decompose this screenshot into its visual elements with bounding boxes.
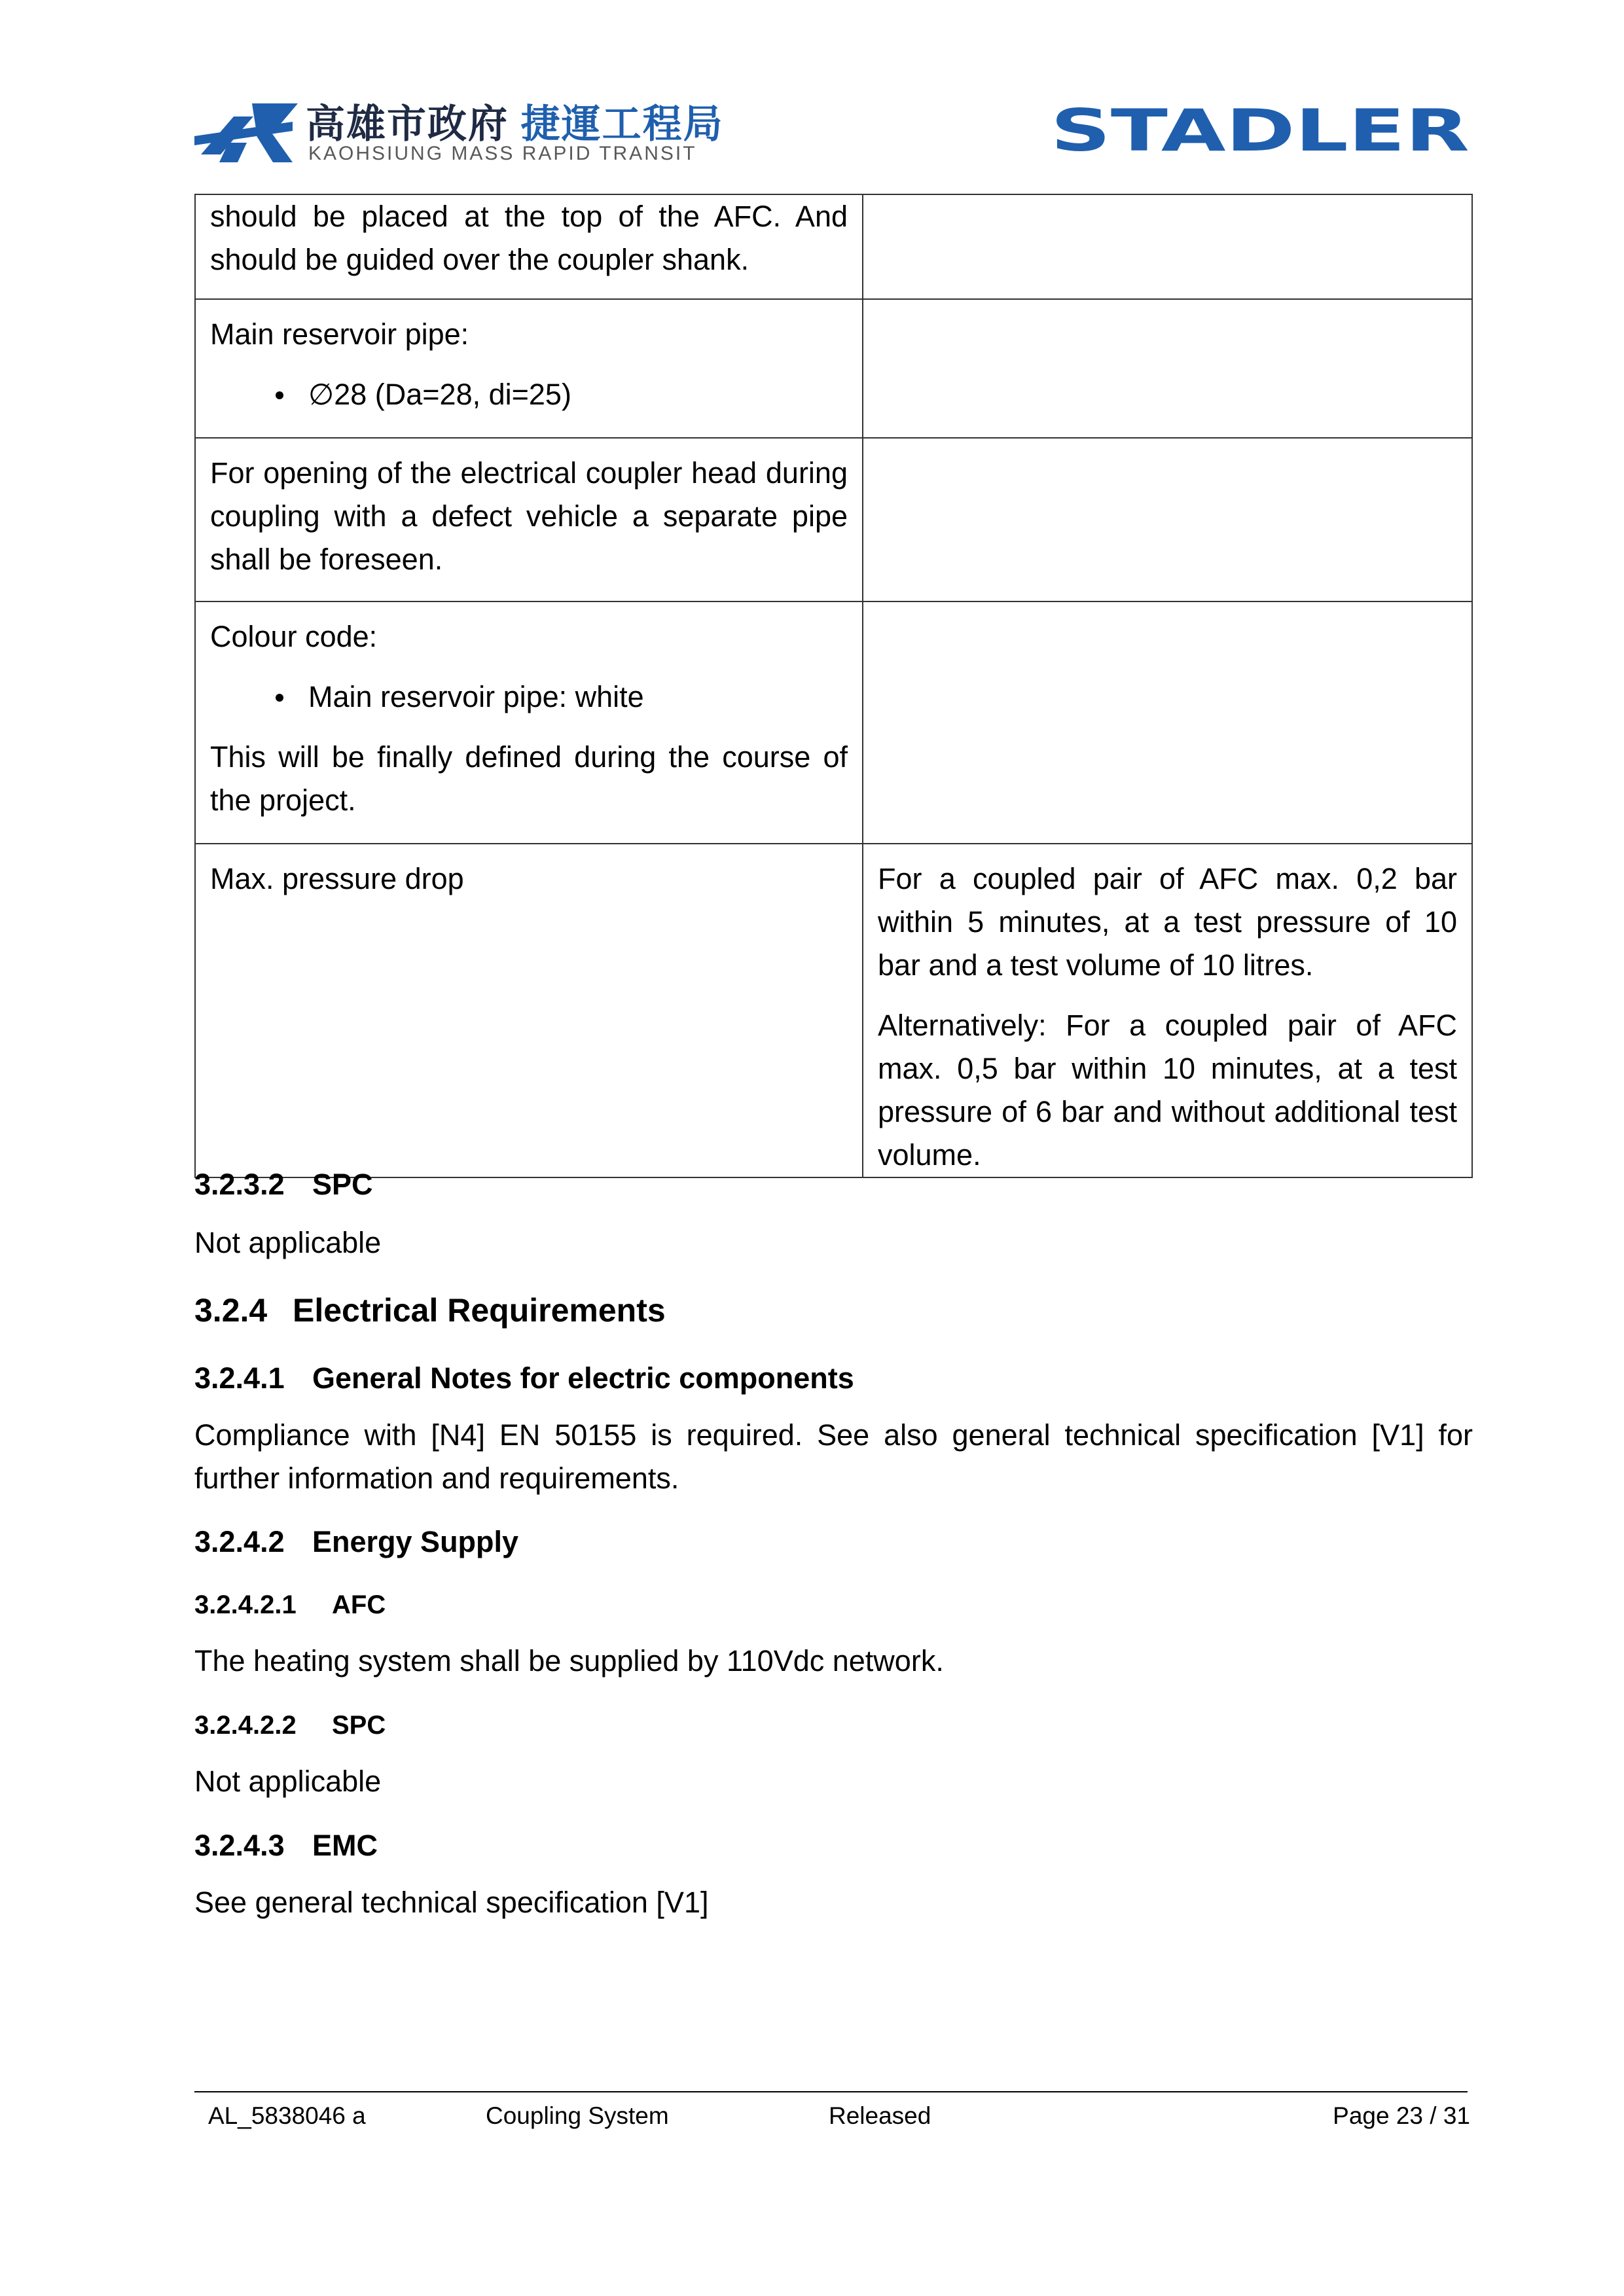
section-title: AFC bbox=[332, 1590, 386, 1619]
table-row bbox=[195, 299, 1472, 438]
section-title: Electrical Requirements bbox=[293, 1292, 666, 1329]
section-number: 3.2.3.2 bbox=[194, 1168, 285, 1201]
paragraph: See general technical specification [V1] bbox=[194, 1886, 709, 1919]
section-title: EMC bbox=[312, 1829, 378, 1862]
section-heading bbox=[194, 1522, 1473, 1562]
table-cell-requirement bbox=[195, 601, 863, 844]
cell-text: Colour code: bbox=[210, 620, 378, 653]
stadler-logo bbox=[1047, 105, 1473, 157]
cell-text: Alternatively: For a coupled pair of AFC max. 0,5 bar within 10 minutes, at a test pressure of 6 bar and without additional test volume. bbox=[878, 1009, 1457, 1172]
section-heading bbox=[194, 1359, 1473, 1398]
table-cell-requirement bbox=[195, 299, 863, 438]
section-number: 3.2.4.1 bbox=[194, 1361, 285, 1395]
footer-doc-id: AL_5838046 a bbox=[208, 2102, 366, 2129]
table-cell-value bbox=[863, 601, 1472, 844]
paragraph: Not applicable bbox=[194, 1226, 382, 1259]
footer-status: Released bbox=[829, 2102, 931, 2129]
cell-text: Max. pressure drop bbox=[210, 862, 464, 895]
section-number: 3.2.4.2.1 bbox=[194, 1590, 297, 1619]
section-heading bbox=[194, 1289, 1473, 1331]
krtc-subtitle: KAOHSIUNG MASS RAPID TRANSIT bbox=[308, 143, 697, 164]
stadler-wordmark-text: STADLER bbox=[1051, 105, 1470, 157]
krtc-logo bbox=[194, 92, 731, 170]
table-cell-value bbox=[863, 844, 1472, 1177]
cell-text: This will be finally defined during the course of the project. bbox=[210, 740, 848, 817]
section-title: Energy Supply bbox=[312, 1525, 519, 1558]
section-heading bbox=[194, 1707, 1473, 1744]
paragraph: The heating system shall be supplied by 110Vdc network. bbox=[194, 1644, 944, 1677]
list-item: ∅28 (Da=28, di=25) bbox=[210, 373, 848, 416]
section-title: SPC bbox=[312, 1168, 373, 1201]
krtc-title-main: 高雄市政府 bbox=[306, 102, 509, 146]
bullet-list bbox=[210, 373, 848, 416]
cell-text: For opening of the electrical coupler head during coupling with a defect vehicle a separate pipe shall be foreseen. bbox=[210, 456, 848, 576]
section-number: 3.2.4.2.2 bbox=[194, 1711, 297, 1740]
table-cell-requirement bbox=[195, 194, 863, 299]
section-heading bbox=[194, 1587, 1473, 1623]
table-cell-value bbox=[863, 438, 1472, 601]
section-title: SPC bbox=[332, 1711, 386, 1740]
cell-text: For a coupled pair of AFC max. 0,2 bar within 5 minutes, at a test pressure of 10 bar and a test volume of 10 litres. bbox=[878, 862, 1457, 982]
table-cell-value bbox=[863, 299, 1472, 438]
section-heading bbox=[194, 1826, 1473, 1865]
section-number: 3.2.4 bbox=[194, 1292, 268, 1329]
table-cell-requirement bbox=[195, 438, 863, 601]
table-row bbox=[195, 438, 1472, 601]
paragraph: Compliance with [N4] EN 50155 is required. See also general technical specification [V1] for further information and requirements. bbox=[194, 1418, 1473, 1495]
section-heading bbox=[194, 1165, 1473, 1204]
list-item: Main reservoir pipe: white bbox=[210, 675, 848, 719]
stadler-wordmark-icon bbox=[1047, 105, 1473, 157]
bullet-list bbox=[210, 675, 848, 719]
krtc-title bbox=[306, 93, 724, 149]
spec-table bbox=[194, 194, 1473, 1178]
table-row bbox=[195, 194, 1472, 299]
footer-divider bbox=[194, 2091, 1468, 2092]
footer-page-number: Page 23 / 31 bbox=[1333, 2102, 1470, 2129]
table-cell-value bbox=[863, 194, 1472, 299]
page-header bbox=[194, 92, 1473, 170]
section-title: General Notes for electric components bbox=[312, 1361, 854, 1395]
krtc-title-dept: 捷運工程局 bbox=[520, 102, 724, 146]
table-row bbox=[195, 601, 1472, 844]
krtc-emblem-icon bbox=[194, 97, 299, 166]
footer-doc-title: Coupling System bbox=[486, 2102, 669, 2129]
cell-text: Main reservoir pipe: bbox=[210, 317, 469, 351]
table-cell-requirement bbox=[195, 844, 863, 1177]
section-number: 3.2.4.3 bbox=[194, 1829, 285, 1862]
table-row bbox=[195, 844, 1472, 1177]
cell-text: should be placed at the top of the AFC. And should be guided over the coupler shank. bbox=[210, 200, 848, 276]
section-number: 3.2.4.2 bbox=[194, 1525, 285, 1558]
paragraph: Not applicable bbox=[194, 1765, 382, 1798]
